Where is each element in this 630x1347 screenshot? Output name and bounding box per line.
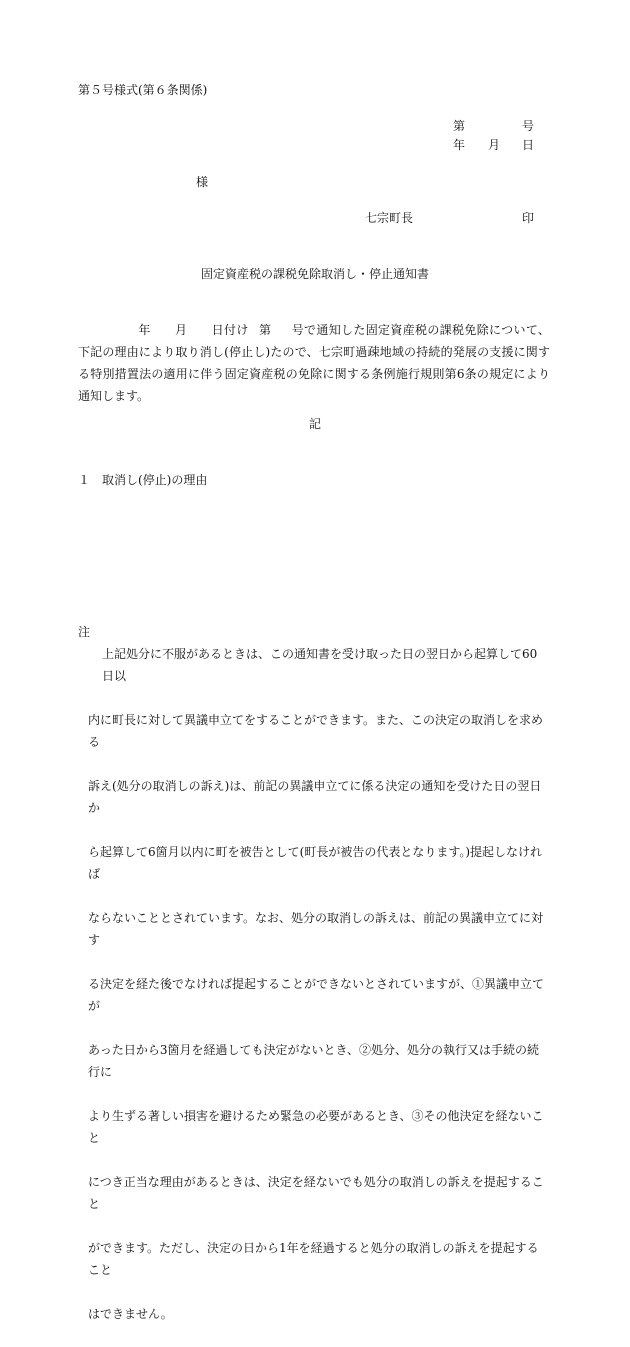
date-day: 日	[522, 138, 535, 152]
issuer-seal: 印	[522, 211, 535, 225]
number-go: 号	[522, 119, 535, 133]
note-line: 訴え(処分の取消しの訴え)は、前記の異議申立てに係る決定の通知を受けた日の翌日か	[88, 779, 542, 815]
note-head: 注	[78, 625, 91, 639]
note-line: はできません。	[88, 1307, 173, 1321]
reason-heading: １ 取消し(停止)の理由	[78, 473, 208, 487]
body-year: 年	[138, 323, 151, 337]
body-go: 号	[291, 323, 305, 337]
note-line: 上記処分に不服があるときは、この通知書を受け取った日の翌日から起算して60日以	[102, 647, 538, 683]
note-line: ら起算して6箇月以内に町を被告として(町長が被告の代表となります。)提起しなければ	[88, 845, 543, 881]
body-dai: 第	[258, 323, 272, 337]
date-month: 月	[488, 138, 501, 152]
note-line: につき正当な理由があるときは、決定を経ないでも処分の取消しの訴えを提起すること	[88, 1175, 544, 1211]
body-date-suffix: 日付け	[211, 323, 249, 337]
note-text	[88, 621, 548, 1347]
note-line: る決定を経た後でなければ提起することができないとされていますが、①異議申立てが	[88, 977, 545, 1013]
addressee-sama: 様	[196, 175, 209, 189]
ki-heading: 記	[308, 417, 321, 431]
document-title: 固定資産税の課税免除取消し・停止通知書	[200, 267, 429, 281]
note-line: より生ずる著しい損害を避けるため緊急の必要があるとき、③その他決定を経ないこと	[88, 1109, 544, 1145]
note-line: 内に町長に対して異議申立てをすることができます。また、この決定の取消しを求める	[88, 713, 544, 749]
note-line: ならないこととされています。なお、処分の取消しの訴えは、前記の異議申立てに対す	[88, 911, 544, 947]
date-year: 年	[453, 138, 466, 152]
number-dai: 第	[453, 119, 466, 133]
note-line: ができます。ただし、決定の日から1年を経過すると処分の取消しの訴えを提起すること	[88, 1241, 539, 1277]
form-label: 第５号様式(第６条関係)	[78, 83, 208, 97]
body-text: で通知した固定資産税の課税免除について、下記の理由により取り消し(停止し)たので、七宗町過疎地域の持続的発展の支援に関する特別措置法の適用に伴う固定資産税の免除に関する条例施行規則第6条の規定により通知します。	[78, 323, 550, 403]
issuer-name: 七宗町長	[365, 211, 414, 225]
body-month: 月	[174, 323, 188, 337]
body-paragraph	[78, 319, 550, 407]
note-line: あった日から3箇月を経過しても決定がないとき、②処分、処分の執行又は手続の続行に	[88, 1043, 540, 1079]
